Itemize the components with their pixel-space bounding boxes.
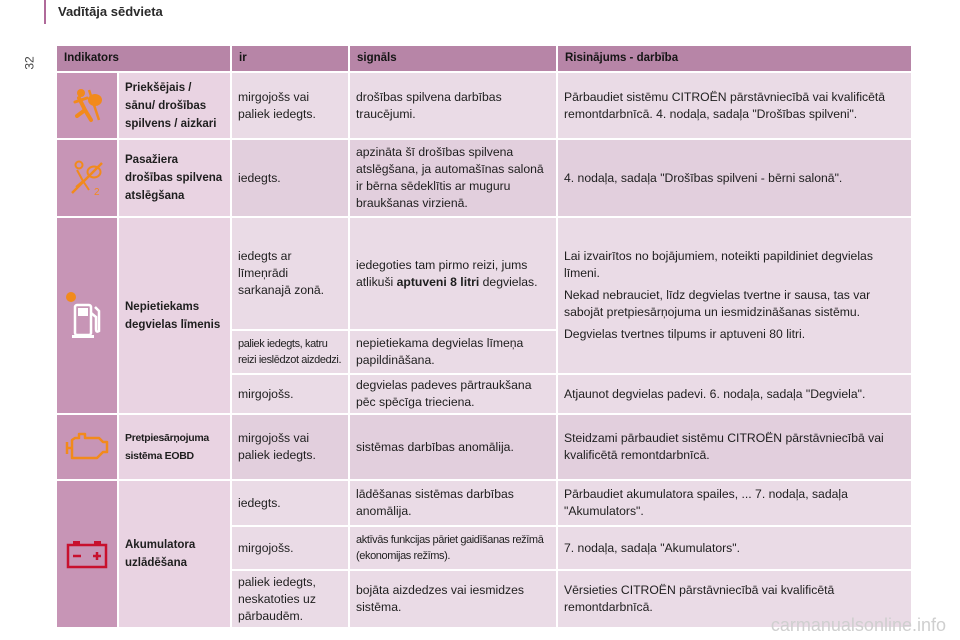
header-signal: signāls [350,46,556,71]
signal-text: iedegoties tam pirmo reizi, jums atlikuši [356,257,528,289]
indicator-signal: drošības spilvena darbības traucējumi. [350,73,556,138]
indicator-signal: nepietiekama degvielas līmeņa papildināšana. [350,331,556,373]
indicator-signal [350,218,556,329]
indicator-action: Steidzami pārbaudiet sistēmu CITROËN pārstāvniecībā vai kvalificētā remontdarbnīcā. [558,415,911,479]
indicator-table [57,46,903,627]
indicator-name: Nepietiekams degvielas līmenis [119,218,230,413]
indicator-action [558,218,911,373]
svg-text:2: 2 [94,187,100,198]
indicator-state: iedegts. [232,140,348,216]
indicator-state: mirgojošs vai paliek iedegts. [232,415,348,479]
indicator-name: Priekšējais / sānu/ drošības spilvens / aizkari [119,73,230,138]
indicator-state: paliek iedegts, neskatoties uz pārbaudēm. [232,571,348,627]
indicator-name: Pretpiesārņojuma sistēma EOBD [119,415,230,479]
indicator-state: mirgojošs. [232,375,348,413]
indicator-state: paliek iedegts, katru reizi ieslēdzot aizdedzi. [232,331,348,373]
indicator-action: Pārbaudiet sistēmu CITROËN pārstāvniecībā vai kvalificētā remontdarbnīcā. 4. nodaļa, sadaļa "Drošības spilveni". [558,73,911,138]
action-line: Lai izvairītos no bojājumiem, noteikti papildiniet degvielas līmeni. [564,249,873,280]
indicator-state: mirgojošs vai paliek iedegts. [232,73,348,138]
indicator-action: Pārbaudiet akumulatora spailes, ... 7. nodaļa, sadaļa "Akumulators". [558,481,911,525]
page-heading: Vadītāja sēdvieta [58,4,163,19]
watermark: carmanualsonline.info [770,615,946,635]
indicator-state: iedegts. [232,481,348,525]
side-rule [44,0,46,24]
indicator-signal: aktīvās funkcijas pāriet gaidīšanas režīmā (ekonomijas režīms). [350,527,556,569]
page-number: 32 [22,56,37,70]
indicator-state: mirgojošs. [232,527,348,569]
indicator-name: Pasažiera drošības spilvena atslēgšana [119,140,230,216]
indicator-action: Atjaunot degvielas padevi. 6. nodaļa, sadaļa "Degviela". [558,375,911,413]
indicator-state: iedegts ar līmeņrādi sarkanajā zonā. [232,218,348,329]
indicator-signal: lādēšanas sistēmas darbības anomālija. [350,481,556,525]
engine-eobd-icon [57,415,117,479]
indicator-name: Akumulatora uzlādēšana [119,481,230,627]
indicator-action: Vērsieties CITROËN pārstāvniecībā vai kvalificētā remontdarbnīcā. [558,571,911,627]
header-action: Risinājums - darbība [558,46,911,71]
indicator-action: 4. nodaļa, sadaļa "Drošības spilveni - bērni salonā". [558,140,911,216]
fuel-pump-icon [57,218,117,413]
indicator-signal: degvielas padeves pārtraukšana pēc spēcīga trieciena. [350,375,556,413]
indicator-signal: sistēmas darbības anomālija. [350,415,556,479]
passenger-airbag-off-icon [57,140,117,216]
indicator-action: 7. nodaļa, sadaļa "Akumulators". [558,527,911,569]
battery-icon [57,481,117,627]
indicator-signal: apzināta šī drošības spilvena atslēgšana, ja automašīnas salonā ir bērna sēdeklītis ar muguru braukšanas virzienā. [350,140,556,216]
airbag-warning-icon [57,73,117,138]
indicator-signal: bojāta aizdedzes vai iesmidzes sistēma. [350,571,556,627]
action-line: Nekad nebrauciet, līdz degvielas tvertne ir sausa, tas var sabojāt pretpiesārņojuma un iesmidzināšanas sistēmu. [564,288,871,319]
header-state: ir [232,46,348,71]
signal-bold: aptuveni 8 litri [396,274,480,289]
action-line: Degvielas tvertnes tilpums ir aptuveni 80 litri. [564,327,806,341]
header-indicator: Indikators [57,46,230,71]
signal-text: degvielas. [479,274,538,289]
